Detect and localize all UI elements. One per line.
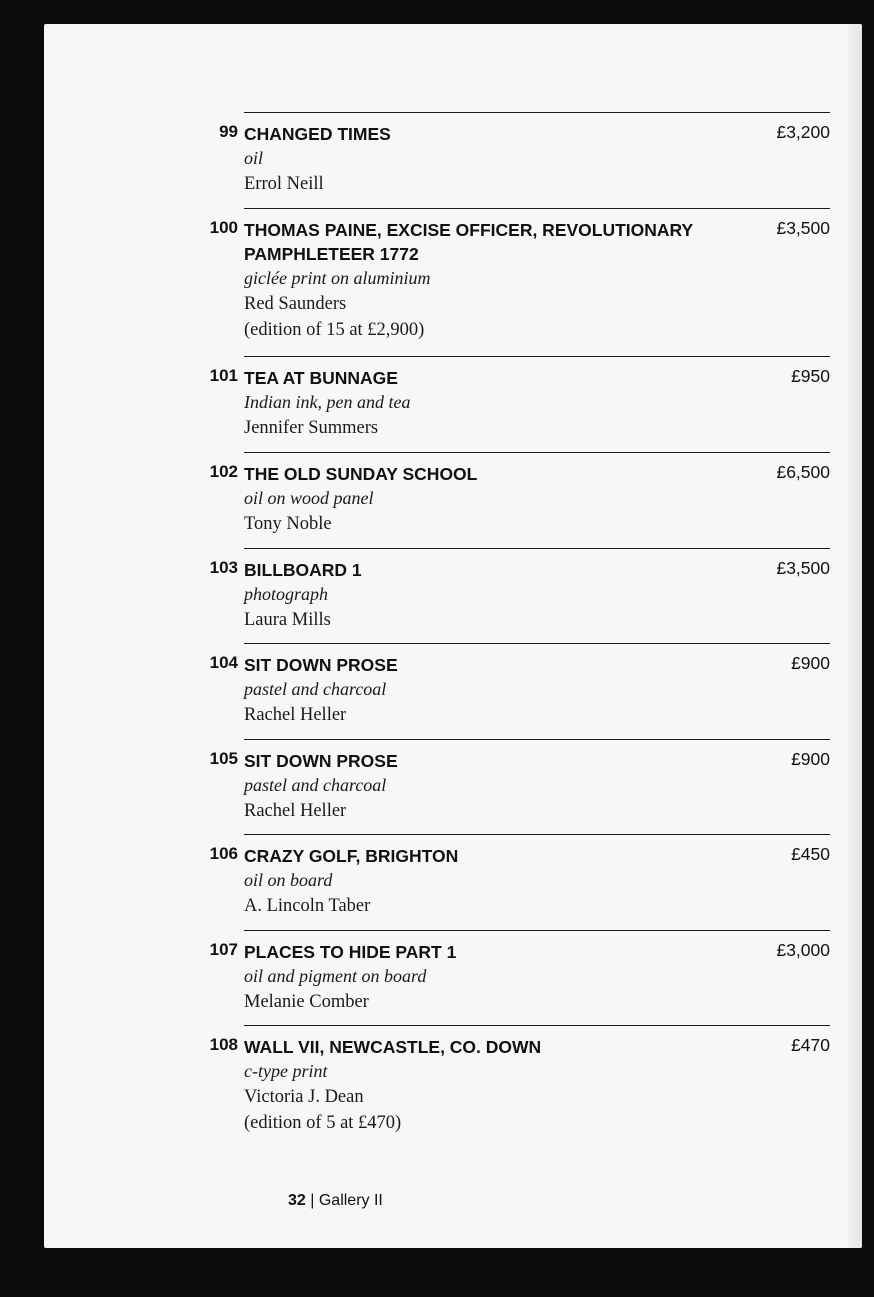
catalogue-page	[44, 24, 862, 1248]
entry-price: £470	[791, 1035, 830, 1055]
entry-medium: oil on board	[244, 870, 333, 890]
entry-medium: pastel and charcoal	[244, 775, 387, 795]
page-edge-shadow	[848, 24, 862, 1248]
entry-price: £3,500	[776, 558, 830, 578]
catalogue-entry	[209, 739, 830, 834]
catalogue-entry	[209, 930, 830, 1025]
entry-title: SIT DOWN PROSE	[244, 655, 398, 675]
catalogue-entry	[209, 356, 830, 452]
entry-price: £950	[791, 366, 830, 386]
entry-artist: Melanie Comber	[244, 992, 369, 1012]
entry-price: £900	[791, 653, 830, 673]
entry-price: £900	[791, 749, 830, 769]
catalogue-entry	[209, 452, 830, 548]
catalogue-entry	[209, 834, 830, 930]
entry-artist: Red Saunders	[244, 294, 347, 314]
entry-price: £3,500	[776, 218, 830, 238]
entry-medium: pastel and charcoal	[244, 679, 387, 699]
entry-price: £450	[791, 844, 830, 864]
entry-number: 108	[209, 1035, 238, 1054]
entry-price: £6,500	[776, 462, 830, 482]
catalogue-list	[209, 112, 830, 1145]
entry-number: 102	[209, 462, 238, 481]
entry-number: 106	[209, 844, 238, 863]
entry-title: WALL VII, NEWCASTLE, CO. DOWN	[244, 1037, 542, 1057]
catalogue-entry	[209, 548, 830, 643]
entry-number: 99	[219, 122, 238, 141]
entry-title: THOMAS PAINE, EXCISE OFFICER, REVOLUTIONARY PAMPHLETEER 1772	[244, 220, 693, 264]
entry-medium: oil and pigment on board	[244, 966, 427, 986]
footer-page-number: 32	[288, 1192, 306, 1209]
entry-number: 101	[209, 366, 238, 385]
entry-price: £3,000	[776, 940, 830, 960]
entry-artist: Rachel Heller	[244, 705, 347, 725]
entry-artist: Tony Noble	[244, 514, 332, 534]
entry-title: BILLBOARD 1	[244, 560, 362, 580]
entry-title: CRAZY GOLF, BRIGHTON	[244, 846, 459, 866]
entry-edition: (edition of 5 at £470)	[244, 1113, 402, 1133]
entry-medium: photograph	[244, 584, 329, 604]
entry-title: THE OLD SUNDAY SCHOOL	[244, 464, 478, 484]
entry-medium: Indian ink, pen and tea	[244, 392, 411, 412]
entry-artist: Jennifer Summers	[244, 418, 379, 438]
entry-artist: Victoria J. Dean	[244, 1087, 364, 1107]
footer-section: Gallery II	[318, 1192, 383, 1209]
entry-medium: c-type print	[244, 1061, 328, 1081]
entry-price: £3,200	[776, 122, 830, 142]
entry-artist: A. Lincoln Taber	[244, 896, 371, 916]
footer-separator: |	[305, 1192, 319, 1209]
entry-medium: oil	[244, 148, 264, 168]
catalogue-entry	[209, 208, 830, 356]
catalogue-entry	[209, 1025, 830, 1145]
entry-number: 103	[209, 558, 238, 577]
entry-medium: giclée print on aluminium	[244, 268, 431, 288]
entry-edition: (edition of 15 at £2,900)	[244, 320, 425, 340]
entry-title: TEA AT BUNNAGE	[244, 368, 398, 388]
entry-artist: Rachel Heller	[244, 801, 347, 821]
entry-number: 105	[209, 749, 238, 768]
catalogue-entry	[209, 643, 830, 739]
entry-title: PLACES TO HIDE PART 1	[244, 942, 457, 962]
entry-artist: Errol Neill	[244, 174, 324, 194]
entry-number: 100	[209, 218, 238, 237]
entry-number: 104	[209, 653, 238, 672]
entry-artist: Laura Mills	[244, 610, 331, 630]
entry-number: 107	[209, 940, 238, 959]
entry-title: CHANGED TIMES	[244, 124, 391, 144]
page-footer	[288, 1192, 383, 1210]
catalogue-entry	[219, 112, 830, 208]
entry-title: SIT DOWN PROSE	[244, 751, 398, 771]
entry-medium: oil on wood panel	[244, 488, 374, 508]
